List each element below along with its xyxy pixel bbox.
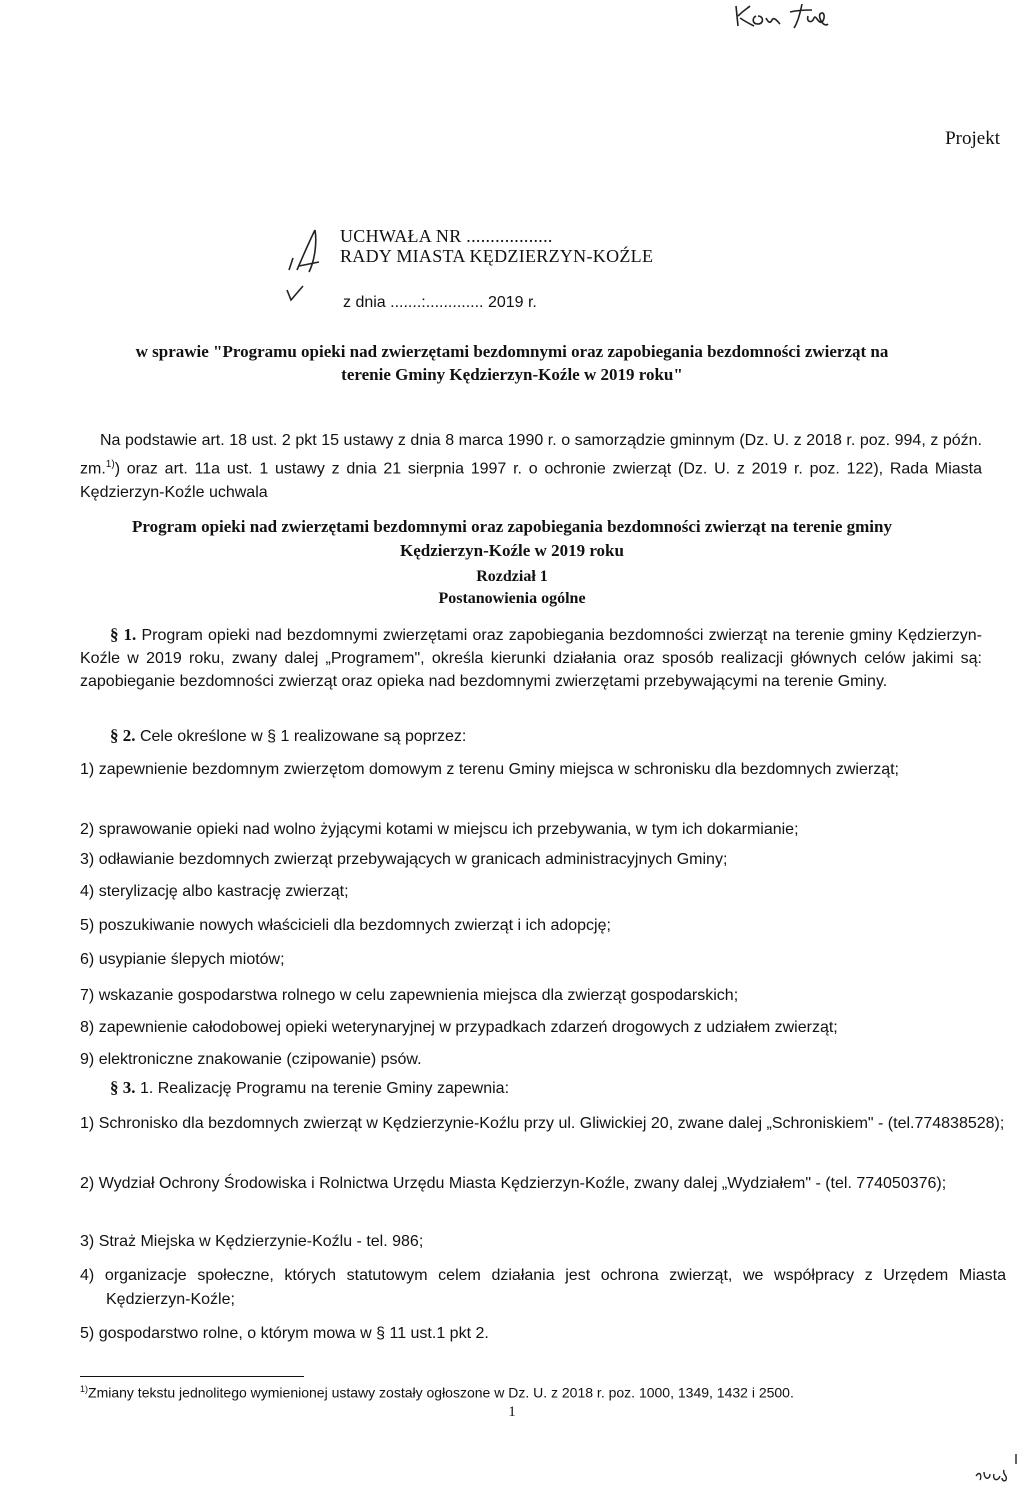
footnote xyxy=(80,1384,980,1401)
section-2-item-7 xyxy=(80,984,1006,1008)
subject-line-2: terenie Gminy Kędzierzyn-Koźle w 2019 roku" xyxy=(341,365,683,384)
item-text: zapewnienie bezdomnym zwierzętom domowym z terenu Gminy miejsca w schronisku dla bezdomnych zwierząt; xyxy=(98,761,899,778)
item-number: 3) xyxy=(80,851,95,868)
section-1 xyxy=(80,623,982,693)
item-text: zapewnienie całodobowej opieki weterynaryjnej w przypadkach zdarzeń drogowych z udziałem zwierząt; xyxy=(98,1019,838,1036)
item-text: sprawowanie opieki nad wolno żyjącymi kotami w miejscu ich przebywania, w tym ich dokarmianie; xyxy=(98,821,799,838)
footnote-marker: 1) xyxy=(80,1384,89,1394)
section-3-item-4 xyxy=(80,1264,1006,1312)
section-1-label: § 1. xyxy=(110,625,137,644)
chapter-title: Rozdział 1 xyxy=(476,568,548,585)
program-heading xyxy=(60,515,964,563)
section-2-item-3 xyxy=(80,848,1006,872)
section-3-item-2 xyxy=(80,1172,1006,1196)
item-number: 7) xyxy=(80,987,95,1004)
item-text: Wydział Ochrony Środowiska i Rolnictwa Urzędu Miasta Kędzierzyn-Koźle, zwany dalej „Wydziałem" - (tel. 774050376); xyxy=(98,1175,947,1192)
item-text: sterylizację albo kastrację zwierząt; xyxy=(98,883,349,900)
subject-line-1: w sprawie "Programu opieki nad zwierzętami bezdomnymi oraz zapobiegania bezdomności zwierząt na xyxy=(135,342,889,361)
footnote-divider xyxy=(80,1376,304,1377)
chapter-subtitle: Postanowienia ogólne xyxy=(438,590,586,607)
resolution-number: UCHWAŁA NR .................. xyxy=(340,226,553,246)
item-number: 2) xyxy=(80,821,95,838)
section-2-item-8 xyxy=(80,1016,1006,1040)
item-number: 4) xyxy=(80,1267,95,1284)
section-2-text: Cele określone w § 1 realizowane są poprzez: xyxy=(139,728,467,745)
section-3-text: 1. Realizację Programu na terenie Gminy zapewnia: xyxy=(139,1080,510,1097)
footnote-text: Zmiany tekstu jednolitego wymienionej ustawy zostały ogłoszone w Dz. U. z 2018 r. poz. 1000, 1349, 1432 i 2500. xyxy=(88,1384,794,1401)
preamble-part-1: Na podstawie art. 18 ust. 2 pkt 15 ustawy z dnia 8 marca 1990 r. o samorządzie gminnym (Dz. U. z 2018 r. poz. 994, z późn. zm. xyxy=(80,432,982,478)
item-number: 5) xyxy=(80,917,95,934)
item-text: Straż Miejska w Kędzierzynie-Koźlu - tel. 986; xyxy=(98,1233,424,1250)
item-text: organizacje społeczne, których statutowym celem działania jest ochrona zwierząt, we współpracy z Urzędem Miasta Kędzierzyn-Koźle; xyxy=(104,1267,1006,1308)
section-2-item-6 xyxy=(80,948,1006,972)
item-text: Schronisko dla bezdomnych zwierząt w Kędzierzynie-Koźlu przy ul. Gliwickiej 20, zwane dalej „Schroniskiem" - (tel.774838528); xyxy=(98,1115,1005,1132)
item-text: gospodarstwo rolne, o którym mowa w § 11 ust.1 pkt 2. xyxy=(98,1325,489,1342)
handwritten-mark-bottom-right xyxy=(972,1450,1022,1490)
section-2-label: § 2. xyxy=(110,726,136,745)
section-2-item-1 xyxy=(80,758,1006,782)
item-text: wskazanie gospodarstwa rolnego w celu zapewnienia miejsca dla zwierząt gospodarskich; xyxy=(98,987,739,1004)
item-number: 1) xyxy=(80,761,95,778)
item-number: 1) xyxy=(80,1115,95,1132)
item-number: 9) xyxy=(80,1051,95,1068)
program-heading-line-2: Kędzierzyn-Koźle w 2019 roku xyxy=(400,541,624,560)
resolution-subject xyxy=(60,340,964,386)
projekt-label: Projekt xyxy=(945,128,1000,149)
item-number: 8) xyxy=(80,1019,95,1036)
item-number: 6) xyxy=(80,951,95,968)
section-3-label: § 3. xyxy=(110,1078,136,1097)
page-number: 1 xyxy=(508,1404,516,1420)
section-2-item-4 xyxy=(80,880,1006,904)
section-3-item-3 xyxy=(80,1230,1006,1254)
item-number: 2) xyxy=(80,1175,95,1192)
item-text: poszukiwanie nowych właścicieli dla bezdomnych zwierząt i ich adopcję; xyxy=(98,917,611,934)
section-1-text: Program opieki nad bezdomnymi zwierzętami oraz zapobiegania bezdomności zwierząt na terenie gminy Kędzierzyn-Koźle w 2019 roku, zwany dalej „Programem", określa kierunki działania oraz sposób realizacji głównych celów jakimi są: zapobieganie bezdomności zwierząt oraz opieka nad bezdomnymi zwierzętami przebywającymi na terenie Gminy. xyxy=(80,627,983,690)
section-3-item-1 xyxy=(80,1112,1006,1136)
section-2-item-5 xyxy=(80,914,1006,938)
section-3-intro xyxy=(110,1078,509,1098)
item-text: odławianie bezdomnych zwierząt przebywających w granicach administracyjnych Gminy; xyxy=(98,851,728,868)
item-text: elektroniczne znakowanie (czipowanie) psów. xyxy=(98,1051,422,1068)
item-number: 4) xyxy=(80,883,95,900)
preamble-part-2: ) oraz art. 11a ust. 1 ustawy z dnia 21 sierpnia 1997 r. o ochronie zwierząt (Dz. U. z 2019 r. poz. 122), Rada Miasta Kędzierzyn-Koźle uchwala xyxy=(80,460,982,502)
item-number: 3) xyxy=(80,1233,95,1250)
chapter-heading xyxy=(360,566,664,610)
handwritten-mark-left-title xyxy=(285,226,327,306)
council-name: RADY MIASTA KĘDZIERZYN-KOŹLE xyxy=(340,246,654,266)
item-text: usypianie ślepych miotów; xyxy=(98,951,285,968)
section-2-intro xyxy=(110,726,466,746)
preamble xyxy=(80,429,982,505)
section-2-item-9 xyxy=(80,1048,1006,1072)
section-2-item-2 xyxy=(80,818,1006,842)
footnote-ref: 1) xyxy=(105,459,115,470)
resolution-date: z dnia .......:............. 2019 r. xyxy=(343,294,537,311)
handwritten-signature-top xyxy=(728,0,838,42)
item-number: 5) xyxy=(80,1325,95,1342)
section-3-item-5 xyxy=(80,1322,1006,1346)
program-heading-line-1: Program opieki nad zwierzętami bezdomnymi oraz zapobiegania bezdomności zwierząt na terenie gminy xyxy=(131,517,892,536)
